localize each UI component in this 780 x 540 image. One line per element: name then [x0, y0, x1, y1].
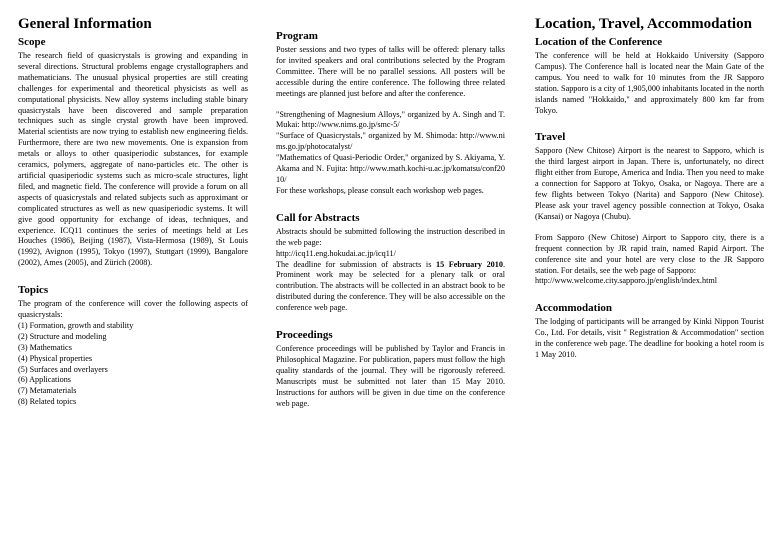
list-item: (5) Surfaces and overlayers: [18, 364, 108, 374]
abstracts-deadline-text: The deadline for submission of abstracts is 15 February 2010. Prominent work may be selected for a plenary talk or oral contribution. The abstracts will be collected in an abstract book to be distributed during the conference. They will be also accessible on the conference web page.: [276, 259, 505, 313]
abstracts-instruction: Abstracts should be submitted following the instruction described in the web page:: [276, 226, 505, 247]
workshop-surface-quasicrystals: "Surface of Quasicrystals," organized by M. Shimoda: http://www.nims.go.jp/photocatalyst/: [276, 131, 505, 152]
general-information-title: General Information: [18, 16, 152, 32]
topics-list: [18, 321, 248, 408]
workshop-magnesium-alloys: "Strengthening of Magnesium Alloys," organized by A. Singh and T. Mukai: http://www.nims.go.jp/smc-5/: [276, 109, 505, 130]
location-travel-accommodation-title: Location, Travel, Accommodation: [535, 16, 752, 32]
list-item: (2) Structure and modeling: [18, 331, 107, 341]
accommodation-text: The lodging of participants will be arranged by Kinki Nippon Tourist Co., Ltd. For details, visit " Registration & Accommodation" section in the conference web page. The deadline for booking a hotel room is 1 May 2010.: [535, 317, 764, 360]
topics-heading: Topics: [18, 284, 49, 297]
scope-text: The research field of quasicrystals is growing and expanding in several directions. Structural problems engage crystallographers and mathematicians. The unusual physical properties are still creating challenges for experimental and theoretical physicists as well as computational physicists. New alloy systems including stable binary quasicrystals have been discovered and sample preparation techniques such as single crystal growth have been improved. Material scientists are now trying to establish new engineering fields. Furthermore, there are two new movements. One is expansion from metals or alloys to other quasiperiodic substances, for example ceramics, polymers, aggregate of nano-particles etc. The other is artificial quasiperiodic systems such as micro-scale structures, light filed, and magnetic field. The conference will provide a forum on all aspects of quasicrystals and related subjects such as approximant or complicated structures as well as new quasiperiodic systems. It will give good opportunity for exchange of ideas, techniques, and experience. ICQ11 continues the series of meetings held at Les Houches (1986), Beijing (1987), Vista-Hermosa (1989), St Louis (1992), Avignon (1995), Tokyo (1997), Stuttgart (1999), Bangalore (2002), Ames (2005), and Zürich (2008).: [18, 51, 248, 268]
general-information-column: [18, 12, 248, 408]
travel-text: Sapporo (New Chitose) Airport is the nearest to Sapporo, which is the third largest airport in Japan. There is, unfortunately, no direct flight either from Europe, America and India. Then you need to make a connection for Sapporo at Tokyo, Osaka, or Nagoya. There are a few flights between Tokyo (Narita) and Sapporo (New Chitose). Please ask your travel agency possible connection at Tokyo, Osaka (Kansai) or Nagoya (Chubu).: [535, 146, 764, 221]
program-heading: Program: [276, 30, 318, 42]
accommodation-heading: Accommodation: [535, 302, 612, 315]
abstracts-link[interactable]: http://icq11.eng.hokudai.ac.jp/icq11/: [276, 248, 396, 258]
list-item: (8) Related topics: [18, 397, 77, 407]
airport-connection-text: From Sapporo (New Chitose) Airport to Sapporo city, there is a frequent connection by JR rapid train, named Rapid Airport. The conference site and your hotel are very close to the JR Sapporo station. For details, see the web page of Sapporo:: [535, 232, 764, 275]
abstracts-deadline-date: 15 February 2010: [435, 259, 503, 269]
list-item: (7) Metamaterials: [18, 386, 77, 396]
location-heading: Location of the Conference: [535, 36, 663, 48]
list-item: (3) Mathematics: [18, 342, 72, 352]
travel-heading: Travel: [535, 131, 566, 144]
program-text: Poster sessions and two types of talks will be offered: plenary talks for invited speakers and oral contributions selected by the Program Committee. There will be no parallel sessions. All posters will be accessible during the entire conference. The following three related meetings are planned just before and after the conference.: [276, 45, 505, 98]
workshop-quasi-periodic-order: "Mathematics of Quasi-Periodic Order," organized by S. Akiyama, Y. Akama and N. Fujita: http://www.math.kochi-u.ac.jp/komatsu/conf2010/: [276, 153, 505, 184]
call-for-abstracts-heading: Call for Abstracts: [276, 211, 360, 224]
program-column: [276, 12, 505, 409]
location-column: [535, 12, 764, 361]
list-item: (6) Applications: [18, 375, 71, 385]
scope-heading: Scope: [18, 36, 46, 48]
proceedings-heading: Proceedings: [276, 329, 333, 342]
proceedings-text: Conference proceedings will be published by Taylor and Francis in Philosophical Magazine. For publication, papers must follow the high quality standards of the journal. They will be rigorously refereed. Manuscripts must be submitted not later than 15 May 2010. Instructions for authors will be given in due time on the conference web page.: [276, 344, 505, 408]
location-text: The conference will be held at Hokkaido University (Sapporo Campus). The Conference hall is located near the Main Gate of the campus. You need to walk for 10 minutes from the JR Sapporo station. Sapporo is a city of 1,905,000 inhabitants located in the north islands named "Hokkaido," and approximately 800 km far from Tokyo.: [535, 51, 764, 115]
workshops-note: For these workshops, please consult each workshop web pages.: [276, 185, 484, 195]
list-item: (1) Formation, growth and stability: [18, 320, 134, 330]
list-item: (4) Physical properties: [18, 353, 93, 363]
sapporo-web-link[interactable]: http://www.welcome.city.sapporo.jp/english/index.html: [535, 276, 717, 286]
topics-intro: The program of the conference will cover the following aspects of quasicrystals:: [18, 299, 248, 320]
